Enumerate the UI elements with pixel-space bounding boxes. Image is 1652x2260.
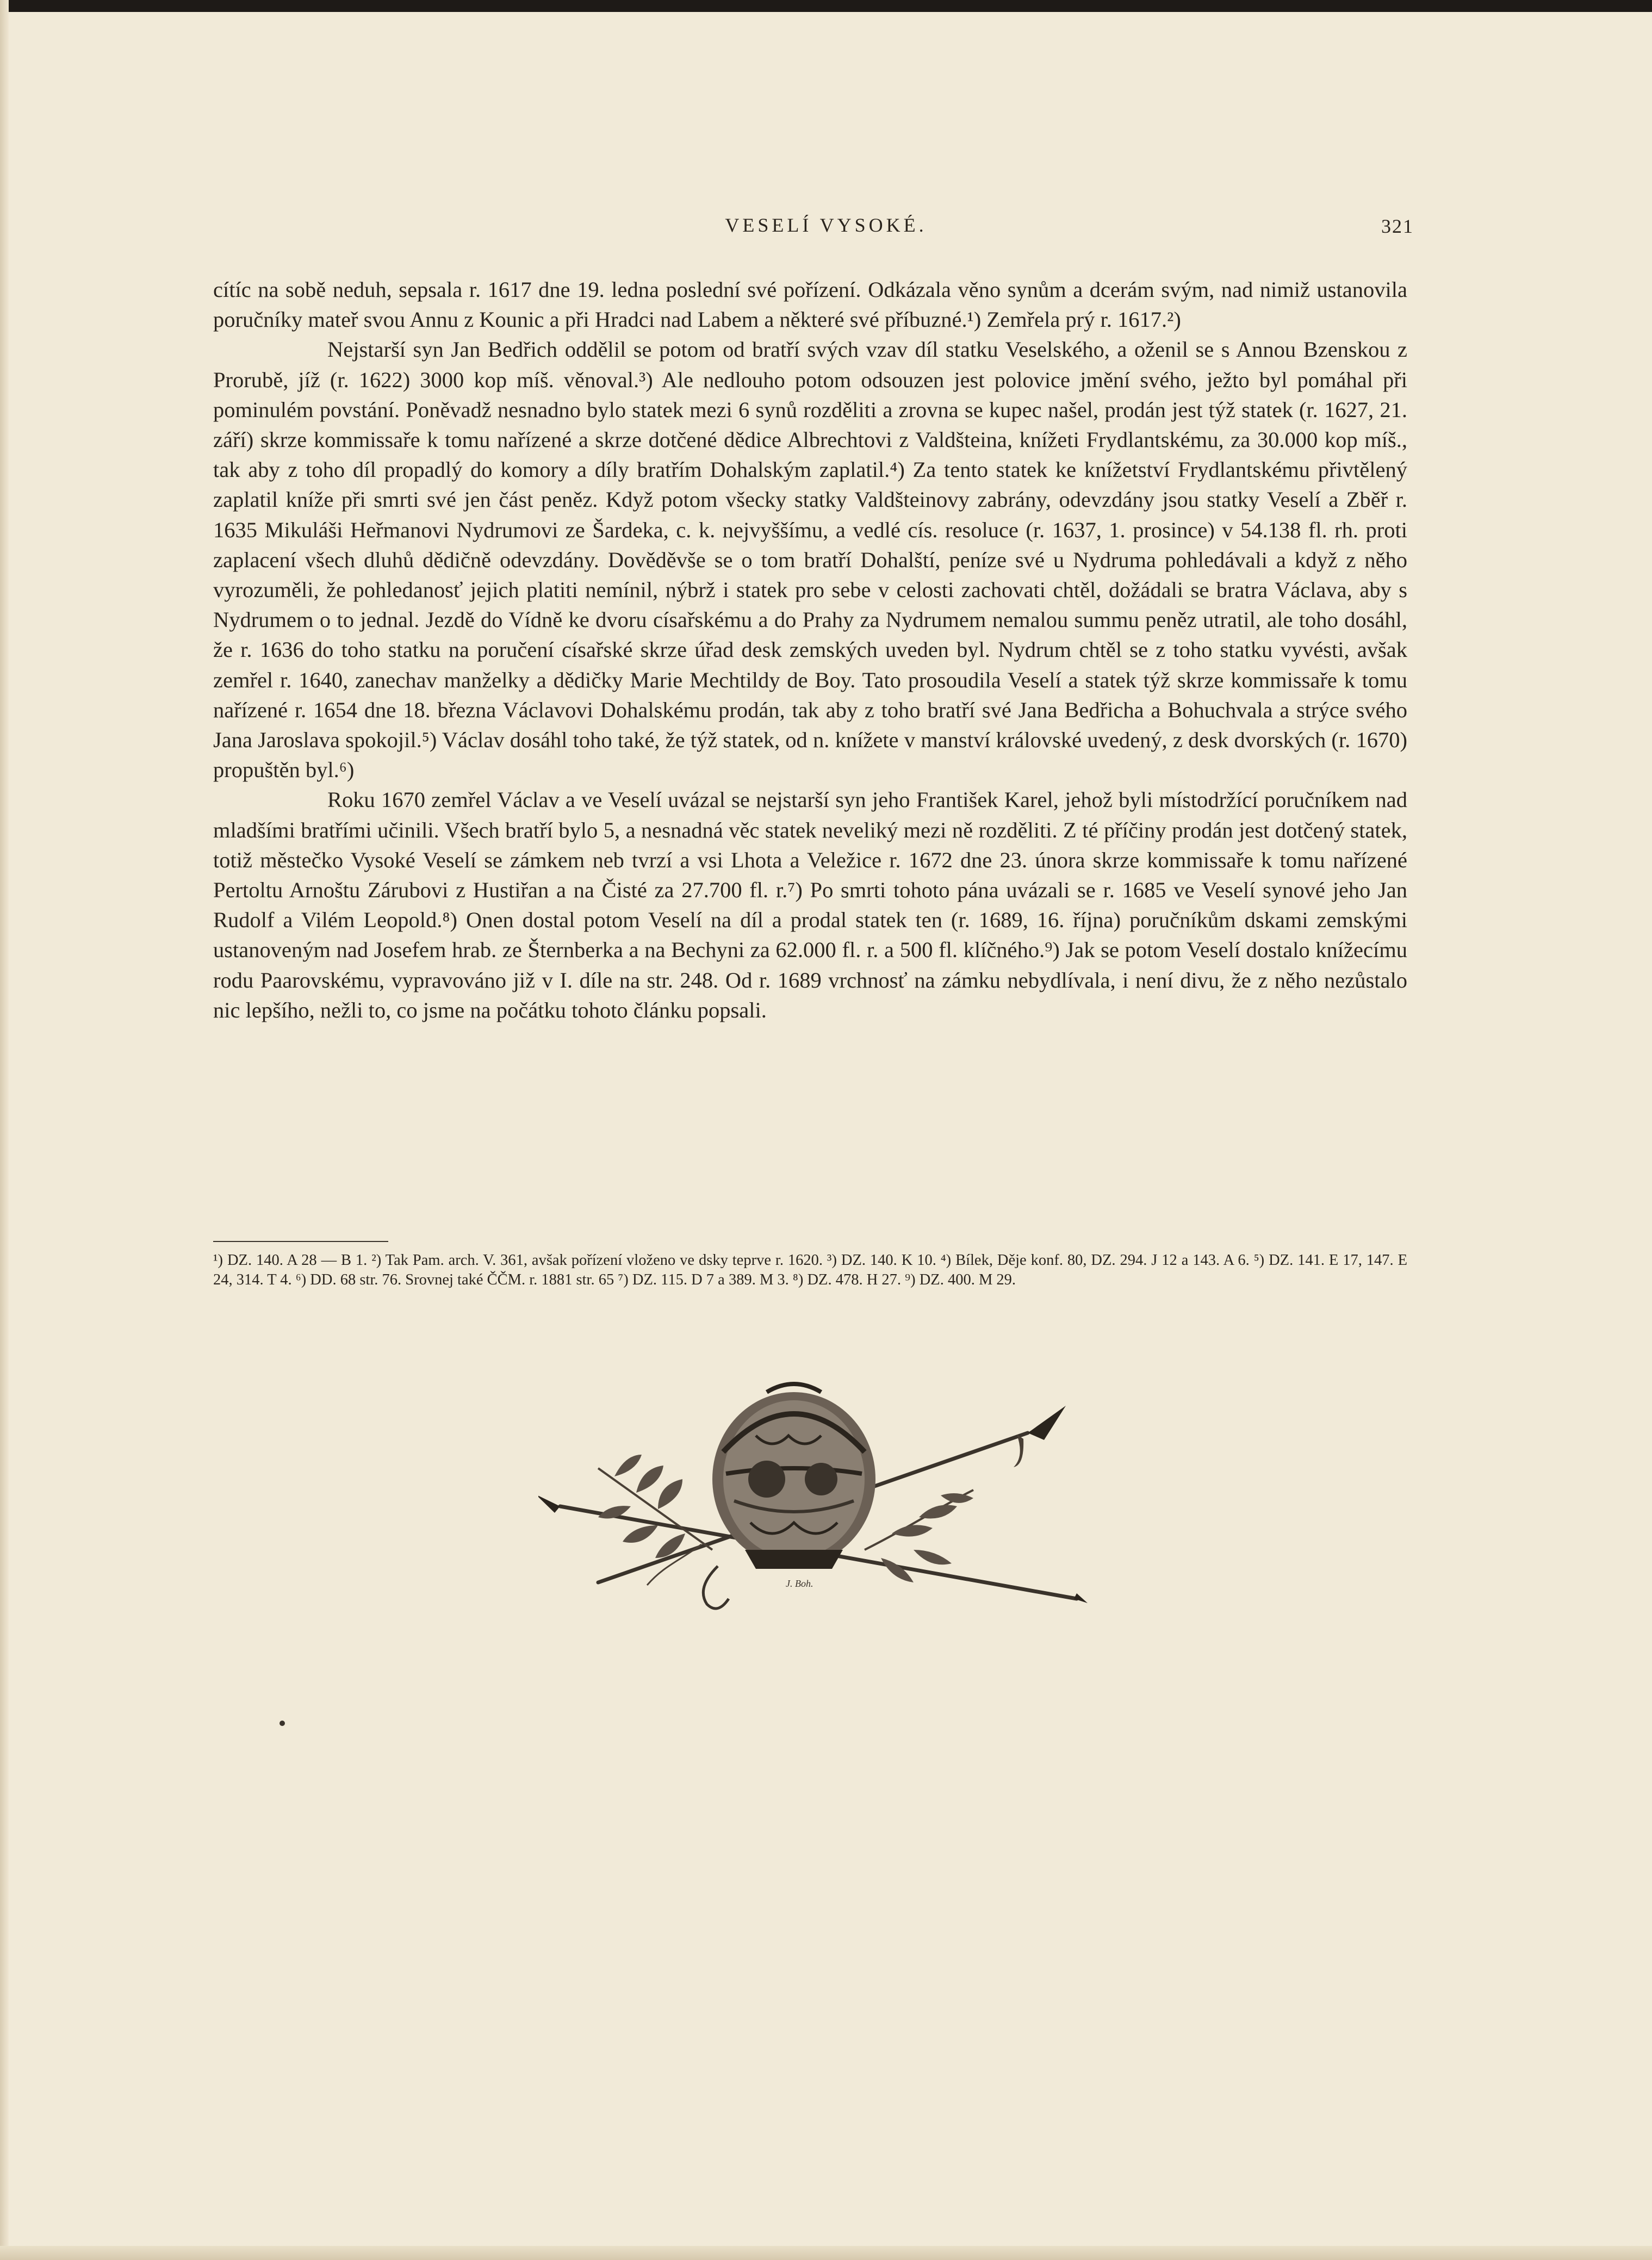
paragraph-1: cítíc na sobě neduh, sepsala r. 1617 dne 19. ledna poslední své pořízení. Odkázala věno synům a dcerám svým, nad nimiž ustanovila poručníky mateř svou Annu z Kounic a při Hradci nad Labem a některé své příbuzné.¹) Zemřela prý r. 1617.²): [213, 277, 1407, 332]
running-title: VESELÍ VYSOKÉ.: [725, 214, 927, 236]
page-number: 321: [1381, 215, 1414, 237]
footnotes: [213, 1251, 1407, 1290]
footnote-rule: [213, 1241, 388, 1242]
vignette-signature: J. Boh.: [786, 1578, 813, 1589]
footnote-block: ¹) DZ. 140. A 28 — B 1. ²) Tak Pam. arch. V. 361, avšak pořízení vloženo ve dsky teprve r. 1620. ³) DZ. 140. K 10. ⁴) Bílek, Děje konf. 80, DZ. 294. J 12 a 143. A 6. ⁵) DZ. 141. E 17, 147. E 24, 314. T 4. ⁶) DD. 68 str. 76. Srovnej také ČČM. r. 1881 str. 65 ⁷) DZ. 115. D 7 a 389. M 3. ⁸) DZ. 478. H 27. ⁹) DZ. 400. M 29.: [213, 1252, 1407, 1288]
scan-top-border: [0, 0, 1652, 12]
scan-bottom-edge: [0, 2246, 1652, 2260]
main-text: [213, 275, 1407, 1025]
scan-left-edge: [0, 0, 9, 2260]
scan-speck: [280, 1721, 285, 1726]
paragraph-3: Roku 1670 zemřel Václav a ve Veselí uvázal se nejstarší syn jeho František Karel, jehož byli místodržící poručníkem nad mladšími bratřími učinili. Všech bratří bylo 5, a nesnadná věc statek neveliký mezi ně rozděliti. Z té příčiny prodán jest dotčený statek, totiž městečko Vysoké Veselí se zámkem neb tvrzí a vsi Lhota a Veležice r. 1672 dne 23. února skrze kommissaře k tomu nařízené Pertoltu Arnoštu Zárubovi z Hustiřan a na Čisté za 27.700 fl. r.⁷) Po smrti tohoto pána uvázali se r. 1685 ve Veselí synové jeho Jan Rudolf a Vilém Leopold.⁸) Onen dostal potom Veselí na díl a prodal statek ten (r. 1689, 16. října) poručníkům dskami zemskými ustanoveným nad Josefem hrab. ze Šternberka a na Bechyni za 62.000 fl. r. a 500 fl. klíčného.⁹) Jak se potom Veselí dostalo knížecímu rodu Paarovskému, vypravováno již v I. díle na str. 248. Od r. 1689 vrchnosť na zámku nebydlívala, i není divu, že z něho nezůstalo nic lepšího, nežli to, co jsme na počátku tohoto článku popsali.: [213, 787, 1407, 1022]
paragraph-2: Nejstarší syn Jan Bedřich oddělil se potom od bratří svých vzav díl statku Veselského, a oženil se s Annou Bzenskou z Prorubě, jíž (r. 1622) 3000 kop míš. věnoval.³) Ale nedlouho potom odsouzen jest polovice jmění svého, ježto byl pomáhal při pominulém povstání. Poněvadž nesnadno bylo statek mezi 6 synů rozděliti a zrovna se kupec našel, prodán jest týž statek (r. 1627, 21. září) skrze kommissaře k tomu nařízené a skrze dotčené dědice Albrechtovi z Valdšteina, knížeti Frydlantskému, za 30.000 kop míš., tak aby z toho díl propadlý do komory a díly bratřím Dohalským zaplatil.⁴) Za tento statek ke knížetství Frydlantskému přivtělený zaplatil kníže při smrti své jen část peněz. Když potom všecky statky Valdšteinovy zabrány, odevzdány jsou statky Veselí a Zběř r. 1635 Mikuláši Heřmanovi Nydrumovi ze Šardeka, c. k. nejvyššímu, a vedlé cís. resoluce (r. 1637, 1. prosince) v 54.138 fl. rh. proti zaplacení všech dluhů dědičně odevzdány. Dověděvše se o tom bratří Dohalští, peníze své u Nydruma pohledávali a když z něho vyrozuměli, že pohledanosť jejich platiti nemínil, nýbrž i statek pro sebe v celosti zachovati chtěl, dožádali se bratra Václava, aby s Nydrumem o to jednal. Jezdě do Vídně ke dvoru císařskému a do Prahy za Nydrumem nemalou summu peněz utratil, ale toho dosáhl, že r. 1636 do toho statku na poručení císařské skrze úřad desk zemských uveden byl. Nydrum chtěl se z toho statku vyvésti, avšak zemřel r. 1640, zanechav manželky a dědičky Marie Mechtildy de Boy. Tato prosoudila Veselí a statek týž skrze kommissaře k tomu nařízené r. 1654 dne 18. března Václavovi Dohalskému prodán, tak aby z toho bratří své Jana Bedřicha a Bohuchvala a strýce svého Jana Jaroslava spokojil.⁵) Václav dosáhl toho také, že týž statek, od n. knížete v manství královské uvedený, z desk dvorských (r. 1670) propuštěn byl.⁶): [213, 337, 1407, 783]
helmet-and-crossed-spears-icon: [538, 1370, 1093, 1626]
